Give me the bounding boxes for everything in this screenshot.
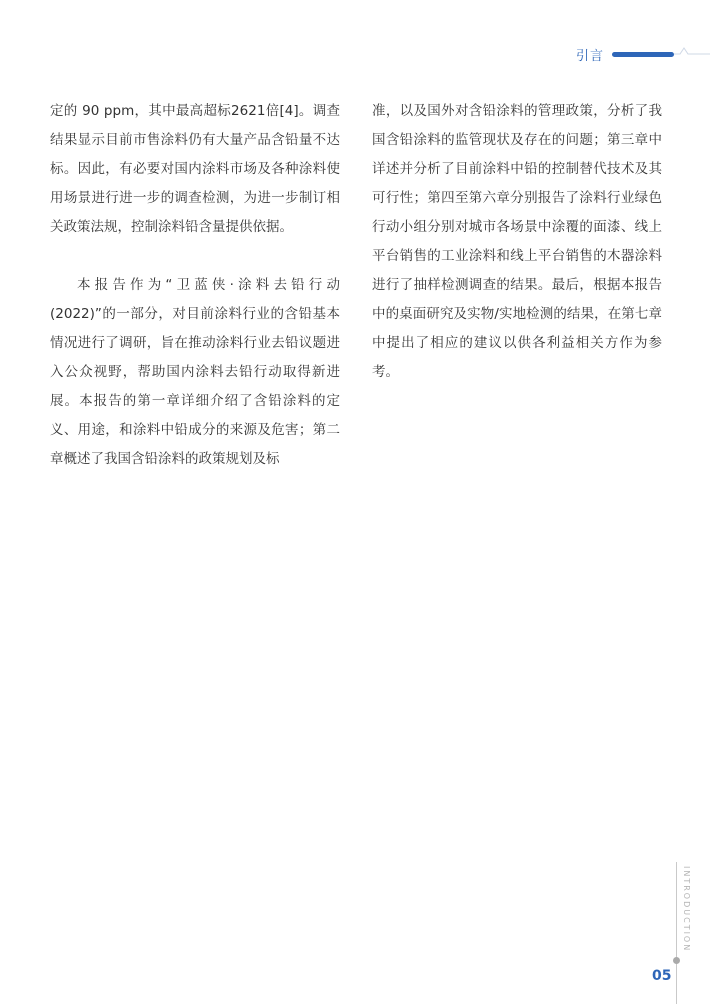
header-accent-bar: [612, 52, 674, 57]
body-paragraph: 定的 90 ppm，其中最高超标2621倍[4]。调查结果显示目前市售涂料仍有大量产品含铅量不达标。因此，有必要对国内涂料市场及各种涂料使用场景进行进一步的调查检测，为进一步制订相关政策法规，控制涂料铅含量提供依据。: [50, 103, 340, 235]
page-number: 05: [652, 968, 672, 984]
right-text-column: [372, 97, 662, 387]
body-paragraph: 本报告作为“卫蓝侠·涂料去铅行动(2022)”的一部分，对目前涂料行业的含铅基本情况进行了调研，旨在推动涂料行业去铅议题进入公众视野，帮助国内涂料去铅行动取得新进展。本报告的第一章详细介绍了含铅涂料的定义、用途，和涂料中铅成分的来源及危害；第二章概述了我国含铅涂料的政策规划及标: [50, 277, 340, 467]
section-vertical-label: INTRODUCTION: [682, 866, 691, 953]
left-text-column: [50, 97, 340, 474]
header-decorative-line: [674, 44, 710, 58]
section-label: 引言: [576, 49, 605, 64]
sidebar-dot: [673, 957, 680, 964]
sidebar-divider: [676, 862, 677, 1004]
body-paragraph: 准，以及国外对含铅涂料的管理政策，分析了我国含铅涂料的监管现状及存在的问题；第三章中详述并分析了目前涂料中铅的控制替代技术及其可行性；第四至第六章分别报告了涂料行业绿色行动小组分别对城市各场景中涂覆的面漆、线上平台销售的工业涂料和线上平台销售的木器涂料进行了抽样检测调查的结果。最后，根据本报告中的桌面研究及实物/实地检测的结果，在第七章中提出了相应的建议以供各利益相关方作为参考。: [372, 103, 662, 380]
